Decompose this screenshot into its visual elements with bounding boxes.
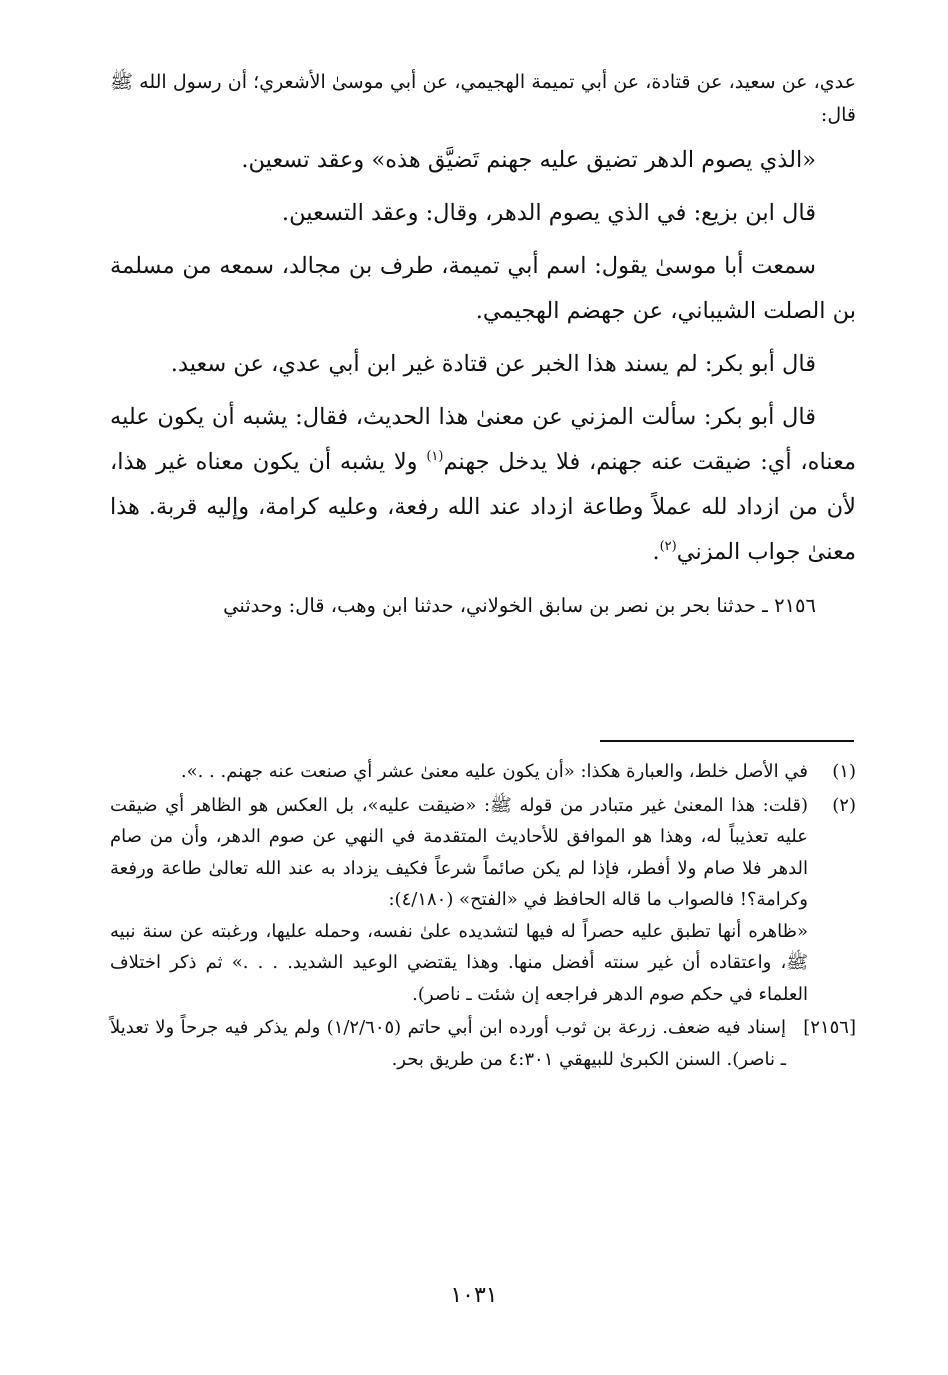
footnote-2 — [110, 790, 856, 1011]
footnote-divider — [600, 740, 854, 742]
hadith-quote-paragraph: «الذي يصوم الدهر تضيق عليه جهنم تَضيَّق هذه» وعقد تسعين. — [241, 147, 816, 173]
footnote-ref-1: (١) — [426, 449, 444, 464]
muzani-text-part2: ولا يشبه أن يكون معناه غير هذا، لأن من ازداد لله عملاً وطاعة ازداد عند الله رفعة، وعليه كرامة، وإليه قربة. هذا معنىٰ جواب المزني — [110, 449, 856, 565]
intro-paragraph: عدي، عن سعيد، عن قتادة، عن أبي تميمة الهجيمي، عن أبي موسىٰ الأشعري؛ أن رسول الله ﷺ قال: — [110, 71, 856, 126]
footnote-2-text: (قلت: هذا المعنىٰ غير متبادر من قوله ﷺ: «ضيقت عليه»، بل العكس هو الظاهر أي ضيقت عليه تعذيباً له، وهذا هو الموافق للأحاديث المتقدمة في النهي عن صوم الدهر، وأن من صام الدهر فلا صام ولا أفطر، فإذا لم يكن صائماً شرعاً فكيف يزداد به عند الله تعالىٰ طاعة ورفعة وكرامة؟! فالصواب ما قاله الحافظ في «الفتح» (٤/١٨٠): — [110, 794, 808, 910]
footnote-1-text: في الأصل خلط، والعبارة هكذا: «أن يكون عليه معنىٰ عشر أي صنعت عنه جهنم. . .». — [180, 761, 808, 782]
footnote-1 — [110, 756, 856, 788]
abu-bakr-muzani-paragraph — [110, 395, 856, 575]
footnotes — [110, 756, 856, 1077]
main-text — [110, 66, 856, 623]
abu-bakr-isnad-paragraph: قال أبو بكر: لم يسند هذا الخبر عن قتادة غير ابن أبي عدي، عن سعيد. — [170, 351, 816, 377]
footnote-2-body — [110, 790, 808, 1011]
footnote-2-number: (٢) — [832, 794, 856, 816]
footnote-2156-number: [٢١٥٦] — [803, 1017, 856, 1038]
muzani-text-part1: قال أبو بكر: سألت المزني عن معنىٰ هذا الحديث، فقال: يشبه أن يكون عليه معناه، أي: ضيقت عنه جهنم، فلا يدخل جهنم — [110, 404, 857, 475]
footnote-ref-2: (٢) — [659, 539, 677, 554]
hadith-2156-paragraph: ٢١٥٦ ـ حدثنا بحر بن نصر بن سابق الخولاني، حدثنا ابن وهب، قال: وحدثني — [223, 594, 816, 617]
footnote-2156 — [110, 1012, 856, 1075]
footnote-2-quote: «ظاهره أنها تطبق عليه حصراً له فيها لتشديده علىٰ نفسه، وحمله عليها، ورغبته عن سنة نبيه ﷺ، واعتقاده أن غير سنته أفضل منها. وهذا يقتضي الوعيد الشديد. . . .» ثم ذكر اختلاف العلماء في حكم صوم الدهر فراجعه إن شئت ـ ناصر). — [110, 920, 808, 1005]
muzani-text-end: . — [652, 539, 660, 565]
footnote-1-number: (١) — [832, 761, 856, 782]
footnote-2156-text: إسناد فيه ضعف. زرعة بن ثوب أورده ابن أبي حاتم (١/٢/٦٠٥) ولم يذكر فيه جرحاً ولا تعديلاً ـ ناصر). السنن الكبرىٰ للبيهقي ٤:٣٠١ من طريق بحر. — [110, 1017, 786, 1070]
abu-musa-paragraph: سمعت أبا موسىٰ يقول: اسم أبي تميمة، طرف بن مجالد، سمعه من مسلمة بن الصلت الشيباني، عن جهضم الهجيمي. — [110, 253, 856, 324]
ibn-bazi-paragraph: قال ابن بزيع: في الذي يصوم الدهر، وقال: وعقد التسعين. — [281, 200, 816, 226]
page-number: ١٠٣١ — [450, 1283, 498, 1308]
